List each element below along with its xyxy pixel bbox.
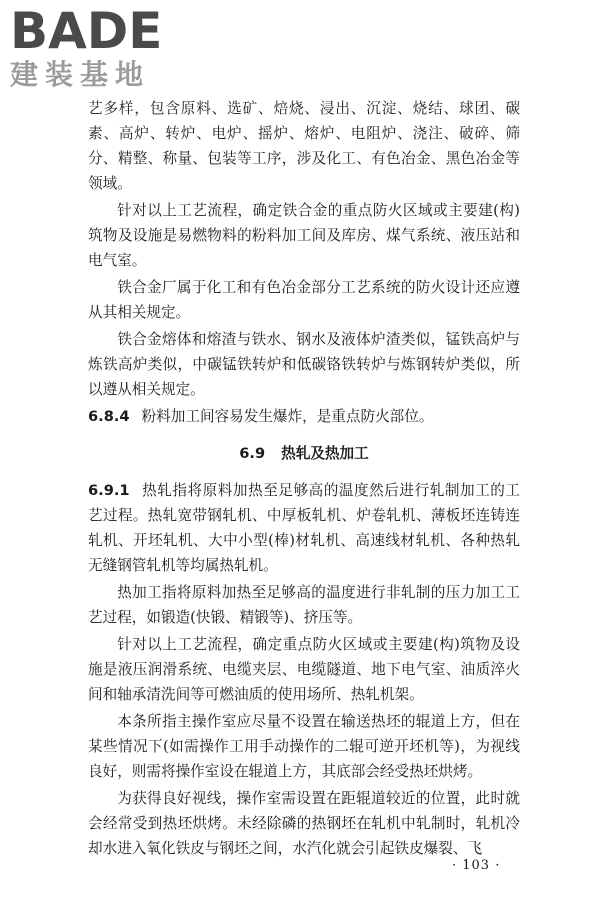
paragraph: 针对以上工艺流程，确定重点防火区域或主要建(构)筑物及设施是液压润滑系统、电缆夹层、电缆隧道、地下电气室、油质淬火间和轴承清洗间等可燃油质的使用场所、热轧机架。 <box>88 636 520 703</box>
paragraph-continued: 艺多样，包含原料、选矿、焙烧、浸出、沉淀、烧结、球团、碳素、高炉、转炉、电炉、摇炉、熔炉、电阻炉、浇注、破碎、筛分、精整、称量、包装等工序，涉及化工、有色冶金、黑色冶金等领域。 <box>88 100 520 192</box>
clause-text: 粉料加工间容易发生爆炸，是重点防火部位。 <box>141 408 434 425</box>
paragraph: 本条所指主操作室应尽量不设置在输送热坯的辊道上方，但在某些情况下(如需操作工用手动操作的二辊可逆开坯机等)，为视线良好，则需将操作室设在辊道上方，其底部会经受热坯烘烤。 <box>88 713 520 780</box>
page-number: · 103 · <box>452 858 501 873</box>
paragraph: 为获得良好视线，操作室需设置在距辊道较近的位置，此时就会经常受到热坯烘烤。未经除磷的热钢坯在轧机中轧制时，轧机冷却水进入氧化铁皮与钢坯之间，水汽化就会引起铁皮爆裂、飞 <box>88 790 520 857</box>
logo-wordmark: BADE <box>10 2 163 60</box>
paragraph: 铁合金熔体和熔渣与铁水、钢水及液体炉渣类似，锰铁高炉与炼铁高炉类似，中碳锰铁转炉和低碳铬铁转炉与炼钢转炉类似，所以遵从相关规定。 <box>88 331 520 398</box>
paragraph: 针对以上工艺流程，确定铁合金的重点防火区域或主要建(构)筑物及设施是易燃物料的粉料加工间及库房、煤气系统、液压站和电气室。 <box>88 202 520 269</box>
section-heading <box>88 441 520 466</box>
clause-text: 热轧指将原料加热至足够高的温度然后进行轧制加工的工艺过程。热轧宽带钢轧机、中厚板轧机、炉卷轧机、薄板坯连铸连轧机、开坯轧机、大中小型(棒)材轧机、高速线材轧机、各种热轧无缝钢管轧机等均属热轧机。 <box>88 482 520 574</box>
clause-6-9-1 <box>88 478 520 578</box>
section-title: 热轧及热加工 <box>281 445 369 462</box>
clause-number: 6.8.4 <box>88 408 130 425</box>
page-body <box>88 96 520 863</box>
paragraph: 热加工指将原料加热至足够高的温度进行非轧制的压力加工工艺过程，如锻造(快锻、精锻等)、挤压等。 <box>88 584 520 626</box>
section-number: 6.9 <box>239 445 266 462</box>
site-logo <box>10 4 180 90</box>
paragraph: 铁合金厂属于化工和有色冶金部分工艺系统的防火设计还应遵从其相关规定。 <box>88 279 520 321</box>
logo-subtitle: 建装基地 <box>10 58 151 91</box>
clause-6-8-4 <box>88 404 520 429</box>
clause-number: 6.9.1 <box>88 482 130 499</box>
